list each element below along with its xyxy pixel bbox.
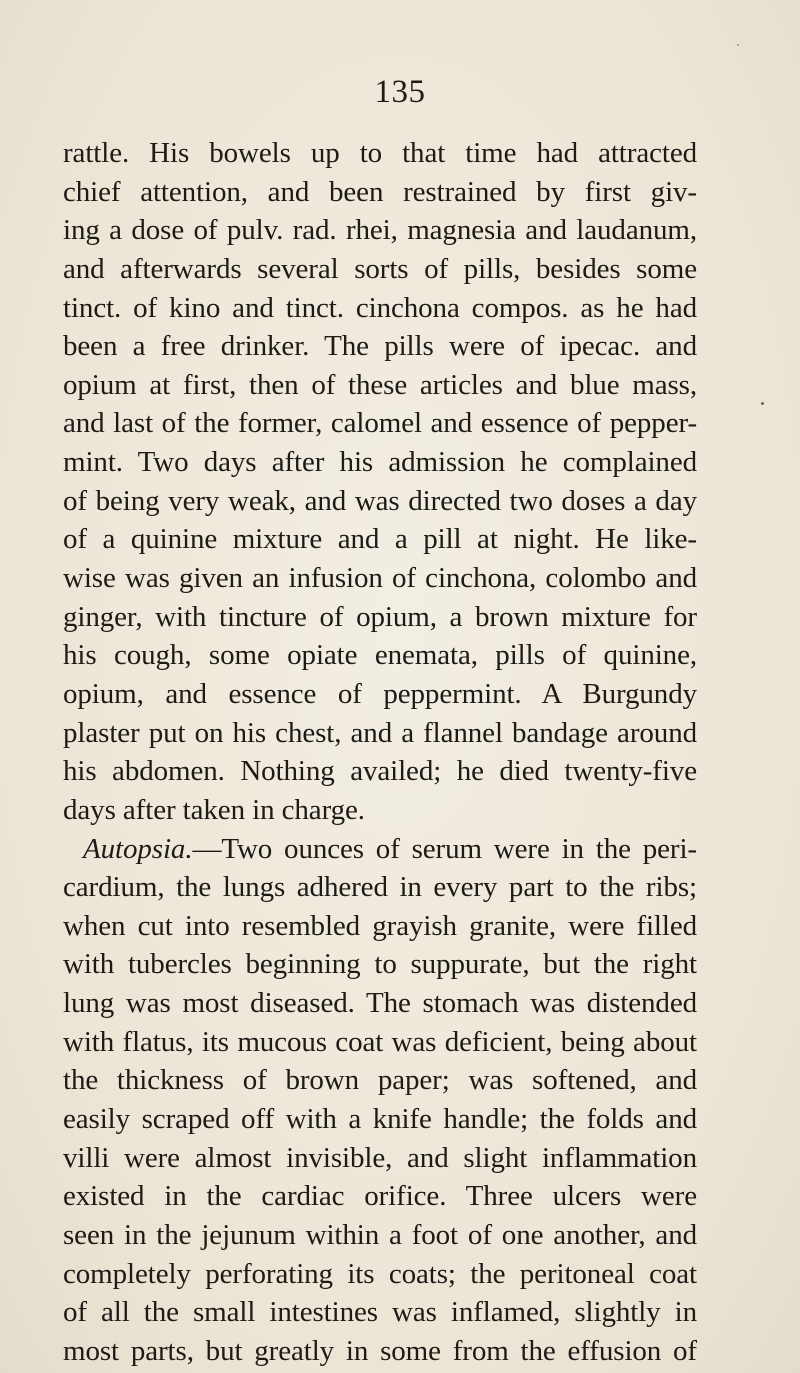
text-line: opium at first, then of these articles and blue mass, [63, 368, 697, 401]
autopsia-heading: Autopsia. [83, 832, 193, 865]
text-line: when cut into resembled grayish granite, were filled [63, 909, 697, 942]
text-line: with flatus, its mucous coat was deficient, being about [63, 1025, 697, 1058]
text-line: plaster put on his chest, and a flannel bandage around [63, 716, 697, 749]
text-line: and afterwards several sorts of pills, besides some [63, 252, 697, 285]
text-line: most parts, but greatly in some from the effusion of [63, 1334, 697, 1367]
text-line: with tubercles beginning to suppurate, but the right [63, 948, 697, 981]
text-line: rattle. His bowels up to that time had attracted [63, 137, 697, 169]
text-line: tinct. of kino and tinct. cinchona compos. as he had [63, 291, 697, 324]
text-line: mint. Two days after his admission he complained [63, 446, 697, 479]
text-line: opium, and essence of peppermint. A Burgundy [63, 677, 697, 710]
text-line: seen in the jejunum within a foot of one another, and [63, 1218, 697, 1251]
text-line: cardium, the lungs adhered in every part to the ribs; [63, 871, 697, 904]
paper-speck [761, 402, 764, 405]
text-line: villi were almost invisible, and slight inflammation [63, 1141, 697, 1174]
text-line: and last of the former, calomel and essence of pepper- [63, 407, 697, 440]
text-line: wise was given an infusion of cinchona, colombo and [63, 562, 697, 595]
autopsia-line [63, 830, 697, 869]
text-line: the thickness of brown paper; was softened, and [63, 1064, 697, 1097]
body-text [63, 134, 697, 1371]
text-line: days after taken in charge. [63, 793, 365, 826]
autopsia-text: —Two ounces of serum were in the peri- [192, 832, 697, 865]
text-line: his cough, some opiate enemata, pills of quinine, [63, 639, 697, 672]
text-line: of a quinine mixture and a pill at night. He like- [63, 523, 697, 556]
text-line: lung was most diseased. The stomach was distended [63, 987, 697, 1020]
text-line: easily scraped off with a knife handle; the folds and [63, 1103, 697, 1136]
paper-speck [737, 44, 739, 46]
text-line: chief attention, and been restrained by first giv- [63, 175, 697, 208]
text-line: ginger, with tincture of opium, a brown mixture for [63, 600, 697, 633]
text-line: his abdomen. Nothing availed; he died twenty-five [63, 755, 697, 788]
text-line: existed in the cardiac orifice. Three ulcers were [63, 1180, 697, 1213]
text-line: of all the small intestines was inflamed, slightly in [63, 1296, 697, 1329]
page-number: 135 [374, 74, 426, 110]
text-line: ing a dose of pulv. rad. rhei, magnesia and laudanum, [63, 214, 697, 247]
text-line: been a free drinker. The pills were of ipecac. and [63, 330, 697, 363]
text-line: of being very weak, and was directed two doses a day [63, 484, 697, 517]
text-line: completely perforating its coats; the peritoneal coat [63, 1257, 697, 1290]
